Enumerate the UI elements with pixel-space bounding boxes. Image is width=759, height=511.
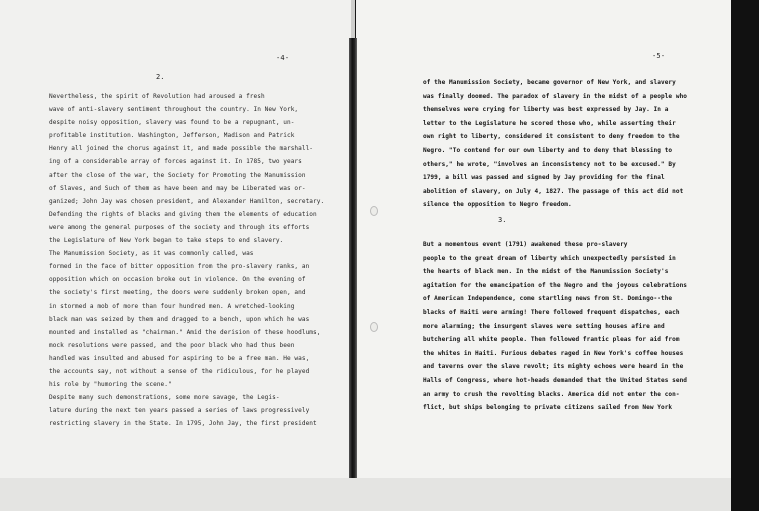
text-line: ganized; John Jay was chosen president, and Alexander Hamilton, secretary. — [49, 197, 325, 205]
punch-hole — [370, 206, 378, 216]
text-line: silence the opposition to Negro freedom. — [423, 201, 572, 209]
text-line: were among the general purposes of the society and through its efforts — [49, 223, 310, 231]
text-line: more alarming; the insurgent slaves were setting houses afire and — [423, 322, 665, 330]
text-line: flict, but ships belonging to private citizens sailed from New York — [423, 404, 673, 412]
text-line: and taverns over the slave revolt; its mighty echoes were heard in the — [423, 363, 684, 371]
left-page — [0, 0, 352, 492]
text-line: people to the great dream of liberty which unexpectedly persisted in — [423, 254, 676, 262]
text-line: 1799, a bill was passed and signed by Jay providing for the final — [423, 174, 665, 182]
text-line: others," he wrote, "involves an inconsistency not to be excused." By — [423, 160, 676, 168]
text-line: But a momentous event (1791) awakened these pro-slavery — [423, 241, 628, 248]
scan-right-edge — [731, 0, 759, 511]
text-line: Defending the rights of blacks and giving them the elements of education — [49, 210, 317, 218]
text-line: butchering all white people. Then followed frantic pleas for aid from — [423, 336, 680, 344]
text-line: lature during the next ten years passed a series of laws progressively — [49, 407, 310, 415]
text-line: blacks of Haiti were arming! There followed frequent dispatches, each — [423, 308, 680, 316]
text-line: formed in the face of bitter opposition from the pro-slavery ranks, an — [49, 263, 310, 271]
text-line: the whites in Haiti. Furious debates raged in New York's coffee houses — [423, 349, 684, 357]
right-page-text-bottom — [423, 238, 687, 415]
text-line: Despite many such demonstrations, some more savage, the Legis- — [49, 394, 280, 402]
right-page — [356, 0, 731, 492]
text-line: ing of a considerable array of forces against it. In 1785, two years — [49, 158, 302, 166]
right-page-text-top — [423, 76, 687, 212]
text-line: The Manumission Society, as it was commonly called, was — [49, 250, 254, 258]
text-line: his role by "humoring the scene." — [49, 381, 172, 389]
page-number: -4- — [276, 54, 290, 62]
text-line: an army to crush the revolting blacks. America did not enter the con- — [423, 390, 680, 398]
text-line: black man was seized by them and dragged to a bench, upon which he was — [49, 315, 310, 323]
text-line: own right to liberty, considered it consistent to deny freedom to the — [423, 133, 680, 141]
text-line: handled was insulted and abused for aspiring to be a free man. He was, — [49, 354, 310, 362]
left-page-text — [49, 90, 324, 430]
text-line: wave of anti-slavery sentiment throughout the country. In New York, — [49, 106, 299, 114]
binding-gutter-top — [351, 0, 355, 40]
section-number: 3. — [498, 216, 507, 224]
text-line: Nevertheless, the spirit of Revolution had aroused a fresh — [49, 93, 265, 100]
text-line: the hearts of black men. In the midst of the Manumission Society's — [423, 268, 669, 276]
binding-gutter — [349, 38, 357, 478]
text-line: was finally doomed. The paradox of slavery in the midst of a people who — [423, 92, 688, 100]
scan-bottom-edge — [0, 478, 759, 511]
text-line: of Slaves, and Such of them as have been and may be Liberated was or- — [49, 184, 306, 192]
text-line: mock resolutions were passed, and the poor black who had thus been — [49, 341, 295, 349]
text-line: Negro. "To contend for our own liberty and to deny that blessing to — [423, 146, 673, 154]
text-line: Henry all joined the chorus against it, and made possible the marshall- — [49, 145, 314, 153]
text-line: opposition which on occasion broke out in violence. On the evening of — [49, 276, 306, 284]
text-line: mounted and installed as "chairman." Amid the derision of these hoodlums, — [49, 328, 321, 336]
text-line: despite noisy opposition, slavery was found to be a repugnant, un- — [49, 119, 295, 127]
text-line: after the close of the war, the Society for Promoting the Manumission — [49, 171, 306, 179]
text-line: the Legislature of New York began to take steps to end slavery. — [49, 237, 284, 245]
text-line: of American Independence, come startling news from St. Domingo--the — [423, 295, 673, 303]
text-line: restricting slavery in the State. In 1795, John Jay, the first president — [49, 420, 317, 428]
text-line: Halls of Congress, where hot-heads demanded that the United States send — [423, 376, 688, 384]
punch-hole — [370, 322, 378, 332]
text-line: themselves were crying for liberty was best expressed by Jay. In a — [423, 106, 669, 114]
page-number: -5- — [652, 52, 666, 60]
section-number: 2. — [156, 73, 165, 81]
text-line: the society's first meeting, the doors were suddenly broken open, and — [49, 289, 306, 297]
text-line: letter to the Legislature he scored those who, while asserting their — [423, 119, 676, 127]
text-line: the accounts say, not without a sense of the ridiculous, for he played — [49, 367, 310, 375]
text-line: of the Manumission Society, became governor of New York, and slavery — [423, 79, 676, 86]
text-line: profitable institution. Washington, Jefferson, Madison and Patrick — [49, 132, 295, 140]
text-line: agitation for the emancipation of the Negro and the joyous celebrations — [423, 281, 688, 289]
text-line: abolition of slavery, on July 4, 1827. The passage of this act did not — [423, 187, 684, 195]
text-line: in stormed a mob of more than four hundred men. A wretched-looking — [49, 302, 295, 310]
